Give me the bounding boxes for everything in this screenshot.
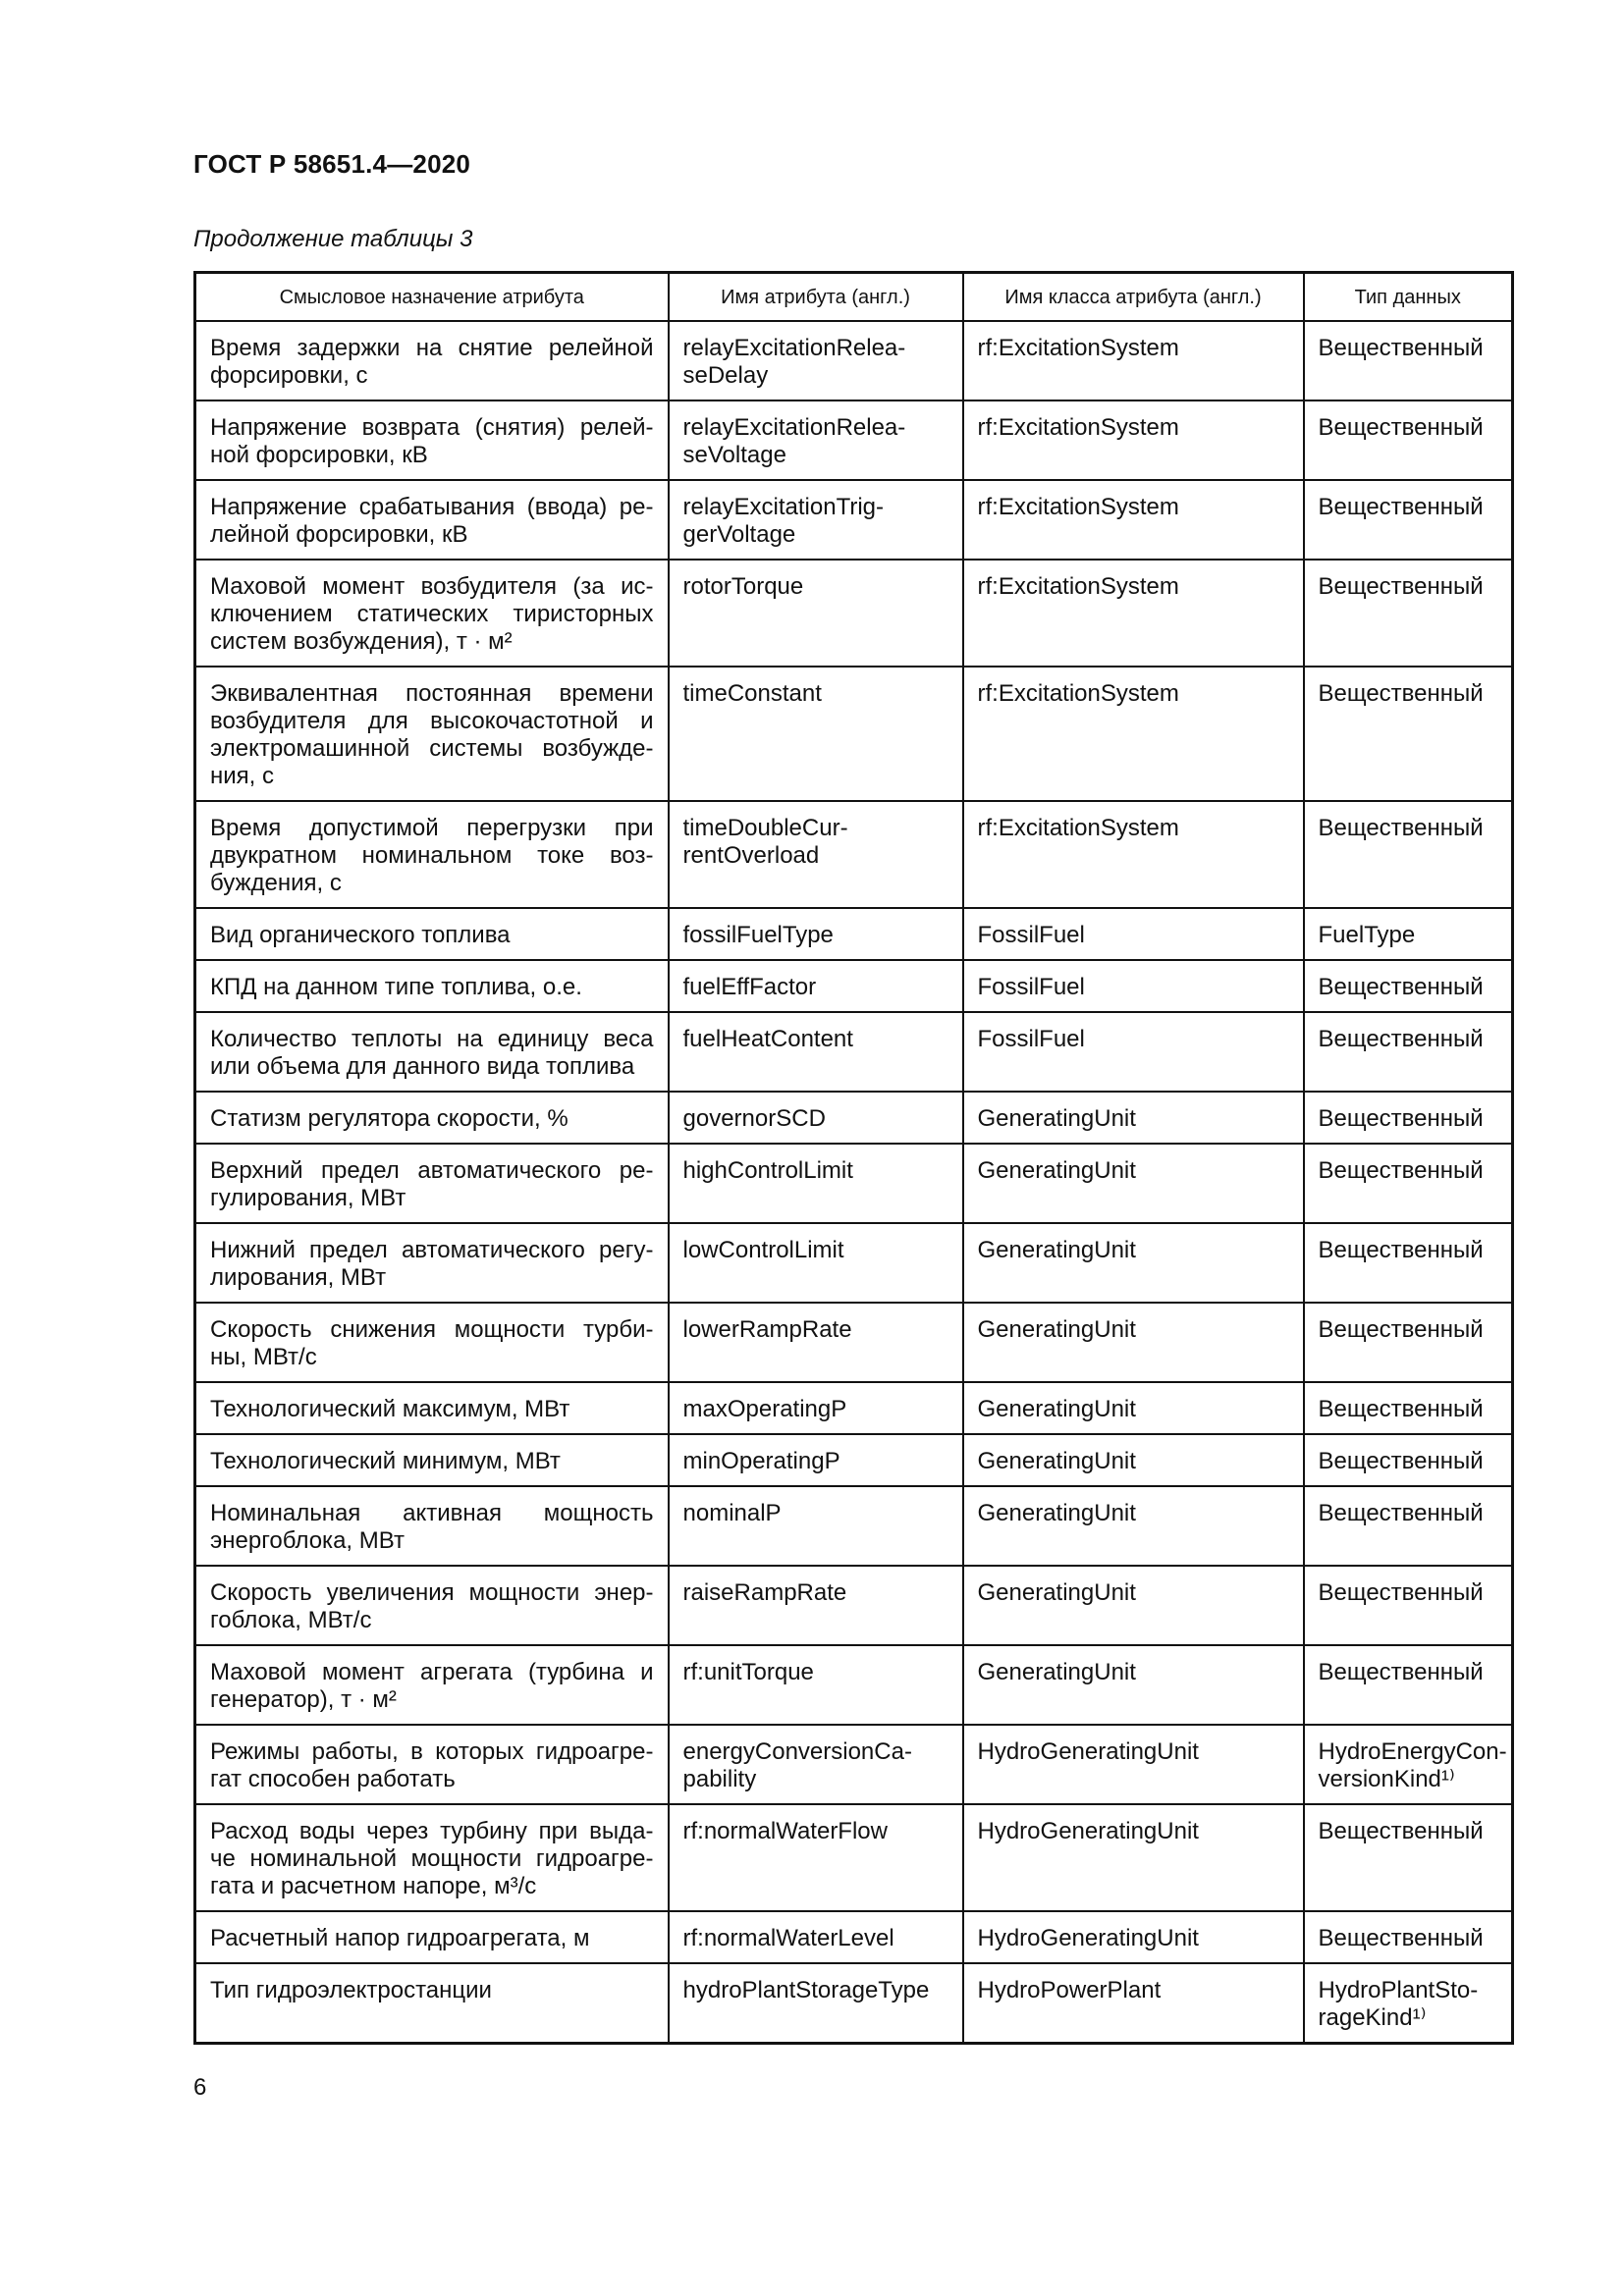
cell-purpose: Вид органического топлива <box>195 908 669 960</box>
cell-attribute-name: timeConstant <box>669 667 963 801</box>
cell-data-type: FuelType <box>1304 908 1513 960</box>
cell-purpose: Напряжение срабатывания (ввода) ре-лейной форсировки, кВ <box>195 480 669 560</box>
cell-attribute-name: fuelEffFactor <box>669 960 963 1012</box>
cell-purpose: Время допустимой перегрузки при двукратном номинальном токе воз-буждения, с <box>195 801 669 908</box>
page-number: 6 <box>193 2074 207 2101</box>
table-row <box>195 1645 1513 1725</box>
cell-class-name: GeneratingUnit <box>963 1144 1304 1223</box>
cell-class-name: GeneratingUnit <box>963 1566 1304 1645</box>
cell-attribute-name: lowControlLimit <box>669 1223 963 1303</box>
cell-attribute-name: maxOperatingP <box>669 1382 963 1434</box>
table-body <box>195 321 1513 2044</box>
table-caption: Продолжение таблицы 3 <box>193 226 473 252</box>
table-row <box>195 801 1513 908</box>
cell-class-name: GeneratingUnit <box>963 1434 1304 1486</box>
cell-attribute-name: rf:normalWaterFlow <box>669 1804 963 1911</box>
column-header-purpose: Смысловое назначение атрибута <box>195 273 669 322</box>
column-header-class-name: Имя класса атрибута (англ.) <box>963 273 1304 322</box>
cell-data-type: Вещественный <box>1304 960 1513 1012</box>
table-row <box>195 1012 1513 1092</box>
cell-attribute-name: relayExcitationRelea-seVoltage <box>669 400 963 480</box>
cell-data-type: Вещественный <box>1304 1566 1513 1645</box>
attribute-table <box>193 271 1514 2045</box>
table-row <box>195 321 1513 400</box>
column-header-data-type: Тип данных <box>1304 273 1513 322</box>
table-row <box>195 667 1513 801</box>
table-row <box>195 1486 1513 1566</box>
table-row <box>195 1725 1513 1804</box>
cell-class-name: FossilFuel <box>963 1012 1304 1092</box>
cell-data-type: Вещественный <box>1304 1144 1513 1223</box>
cell-class-name: rf:ExcitationSystem <box>963 480 1304 560</box>
cell-purpose: Тип гидроэлектростанции <box>195 1963 669 2044</box>
table-row <box>195 560 1513 667</box>
cell-attribute-name: raiseRampRate <box>669 1566 963 1645</box>
cell-data-type: Вещественный <box>1304 560 1513 667</box>
cell-purpose: Режимы работы, в которых гидроагре-гат способен работать <box>195 1725 669 1804</box>
table-row <box>195 1434 1513 1486</box>
cell-purpose: Расчетный напор гидроагрегата, м <box>195 1911 669 1963</box>
cell-purpose: Скорость увеличения мощности энер-гоблока, МВт/с <box>195 1566 669 1645</box>
cell-data-type: Вещественный <box>1304 1012 1513 1092</box>
cell-purpose: Технологический минимум, МВт <box>195 1434 669 1486</box>
cell-data-type: Вещественный <box>1304 1804 1513 1911</box>
column-header-attribute-name: Имя атрибута (англ.) <box>669 273 963 322</box>
cell-class-name: rf:ExcitationSystem <box>963 801 1304 908</box>
cell-attribute-name: fuelHeatContent <box>669 1012 963 1092</box>
cell-purpose: Технологический максимум, МВт <box>195 1382 669 1434</box>
cell-data-type: Вещественный <box>1304 1486 1513 1566</box>
table-row <box>195 1911 1513 1963</box>
cell-attribute-name: highControlLimit <box>669 1144 963 1223</box>
cell-attribute-name: minOperatingP <box>669 1434 963 1486</box>
cell-data-type: Вещественный <box>1304 1911 1513 1963</box>
cell-purpose: Эквивалентная постоянная времени возбудителя для высокочастотной и электромашинной системы возбужде-ния, с <box>195 667 669 801</box>
table-header-row <box>195 273 1513 322</box>
cell-data-type: Вещественный <box>1304 480 1513 560</box>
cell-class-name: rf:ExcitationSystem <box>963 321 1304 400</box>
cell-class-name: FossilFuel <box>963 960 1304 1012</box>
cell-class-name: rf:ExcitationSystem <box>963 560 1304 667</box>
cell-attribute-name: rf:unitTorque <box>669 1645 963 1725</box>
cell-class-name: HydroGeneratingUnit <box>963 1911 1304 1963</box>
cell-class-name: GeneratingUnit <box>963 1645 1304 1725</box>
table-row <box>195 480 1513 560</box>
cell-attribute-name: rf:normalWaterLevel <box>669 1911 963 1963</box>
cell-data-type: Вещественный <box>1304 1434 1513 1486</box>
table-row <box>195 400 1513 480</box>
table-row <box>195 1382 1513 1434</box>
cell-attribute-name: energyConversionCa-pability <box>669 1725 963 1804</box>
table-row <box>195 1804 1513 1911</box>
cell-data-type: HydroEnergyCon-versionKind¹⁾ <box>1304 1725 1513 1804</box>
cell-attribute-name: nominalP <box>669 1486 963 1566</box>
cell-attribute-name: governorSCD <box>669 1092 963 1144</box>
cell-purpose: Расход воды через турбину при выда-че номинальной мощности гидроагре-гата и расчетном напоре, м³/с <box>195 1804 669 1911</box>
cell-purpose: Верхний предел автоматического ре-гулирования, МВт <box>195 1144 669 1223</box>
cell-attribute-name: relayExcitationRelea-seDelay <box>669 321 963 400</box>
cell-attribute-name: rotorTorque <box>669 560 963 667</box>
cell-purpose: Маховой момент возбудителя (за ис-ключением статических тиристорных систем возбуждения), т · м² <box>195 560 669 667</box>
cell-data-type: Вещественный <box>1304 1303 1513 1382</box>
cell-purpose: Скорость снижения мощности турби-ны, МВт/с <box>195 1303 669 1382</box>
cell-data-type: Вещественный <box>1304 1223 1513 1303</box>
cell-attribute-name: fossilFuelType <box>669 908 963 960</box>
cell-class-name: GeneratingUnit <box>963 1303 1304 1382</box>
cell-class-name: HydroGeneratingUnit <box>963 1804 1304 1911</box>
cell-attribute-name: hydroPlantStorageType <box>669 1963 963 2044</box>
cell-class-name: FossilFuel <box>963 908 1304 960</box>
cell-data-type: Вещественный <box>1304 1382 1513 1434</box>
cell-attribute-name: lowerRampRate <box>669 1303 963 1382</box>
cell-purpose: Количество теплоты на единицу веса или объема для данного вида топлива <box>195 1012 669 1092</box>
cell-data-type: Вещественный <box>1304 321 1513 400</box>
cell-data-type: Вещественный <box>1304 801 1513 908</box>
cell-purpose: Маховой момент агрегата (турбина и генератор), т · м² <box>195 1645 669 1725</box>
cell-class-name: rf:ExcitationSystem <box>963 667 1304 801</box>
table-row <box>195 960 1513 1012</box>
table-row <box>195 1223 1513 1303</box>
cell-data-type: Вещественный <box>1304 1092 1513 1144</box>
table-row <box>195 1144 1513 1223</box>
cell-purpose: КПД на данном типе топлива, о.е. <box>195 960 669 1012</box>
table-row <box>195 908 1513 960</box>
cell-class-name: GeneratingUnit <box>963 1223 1304 1303</box>
table-row <box>195 1303 1513 1382</box>
table-row <box>195 1963 1513 2044</box>
standard-header: ГОСТ Р 58651.4—2020 <box>193 149 471 179</box>
cell-class-name: HydroPowerPlant <box>963 1963 1304 2044</box>
cell-purpose: Номинальная активная мощность энергоблока, МВт <box>195 1486 669 1566</box>
table-row <box>195 1566 1513 1645</box>
cell-class-name: HydroGeneratingUnit <box>963 1725 1304 1804</box>
table-row <box>195 1092 1513 1144</box>
cell-class-name: GeneratingUnit <box>963 1486 1304 1566</box>
cell-purpose: Статизм регулятора скорости, % <box>195 1092 669 1144</box>
cell-attribute-name: timeDoubleCur-rentOverload <box>669 801 963 908</box>
cell-class-name: GeneratingUnit <box>963 1382 1304 1434</box>
cell-purpose: Время задержки на снятие релейной форсировки, с <box>195 321 669 400</box>
cell-data-type: Вещественный <box>1304 1645 1513 1725</box>
cell-class-name: rf:ExcitationSystem <box>963 400 1304 480</box>
cell-class-name: GeneratingUnit <box>963 1092 1304 1144</box>
cell-data-type: Вещественный <box>1304 667 1513 801</box>
cell-data-type: Вещественный <box>1304 400 1513 480</box>
cell-purpose: Нижний предел автоматического регу-лирования, МВт <box>195 1223 669 1303</box>
cell-attribute-name: relayExcitationTrig-gerVoltage <box>669 480 963 560</box>
cell-purpose: Напряжение возврата (снятия) релей-ной форсировки, кВ <box>195 400 669 480</box>
cell-data-type: HydroPlantSto-rageKind¹⁾ <box>1304 1963 1513 2044</box>
